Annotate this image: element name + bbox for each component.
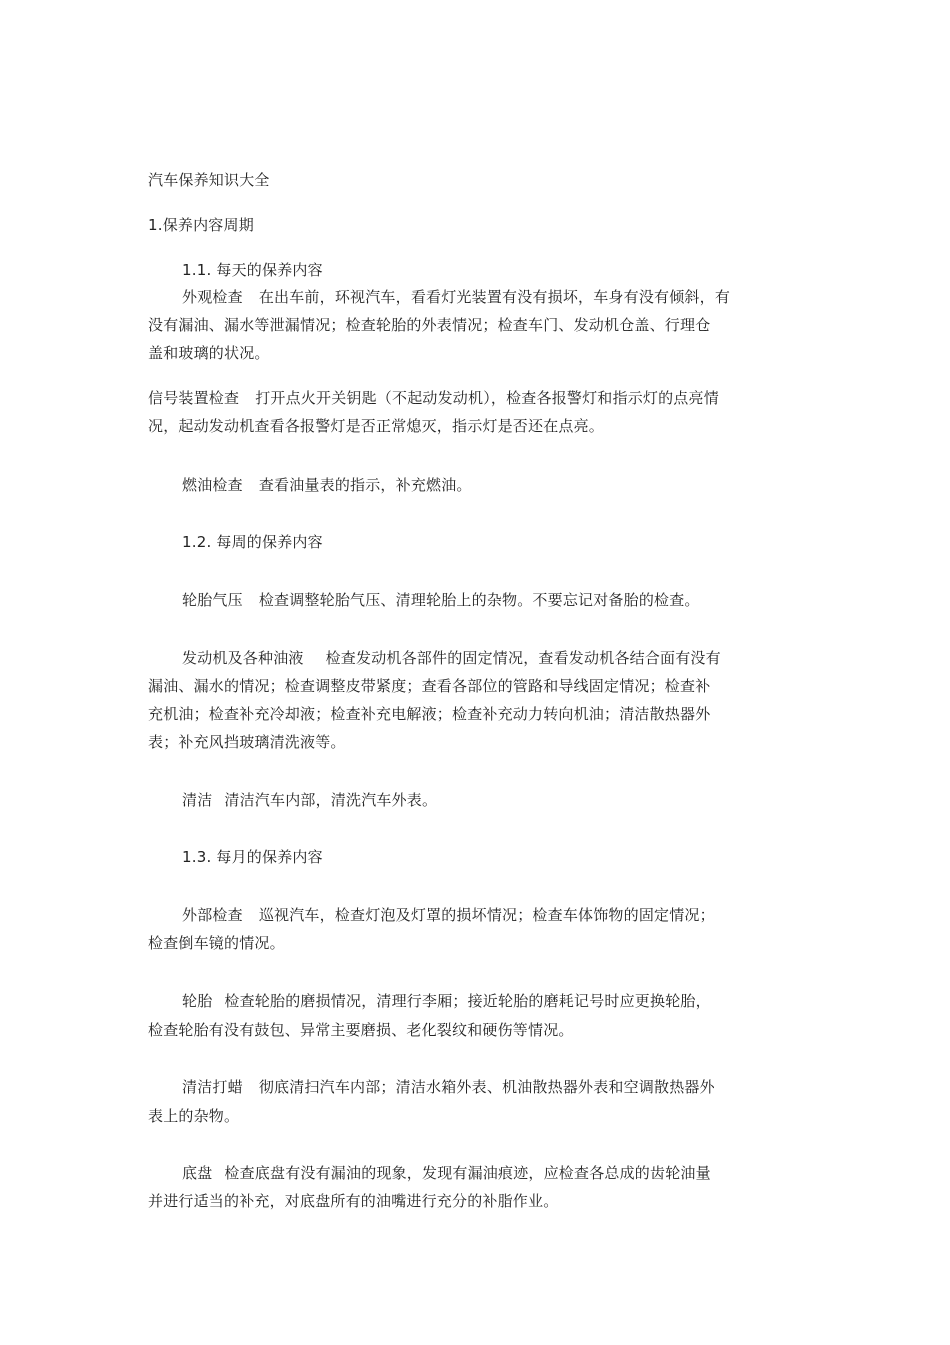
paragraph-tire-line2: 检查轮胎有没有鼓包、异常主要磨损、老化裂纹和硬伤等情况。 bbox=[148, 1021, 574, 1039]
item-label: 外观检查 bbox=[182, 288, 243, 306]
paragraph-exterior-check-line2: 检查倒车镜的情况。 bbox=[148, 934, 285, 952]
paragraph-engine-line2: 漏油、漏水的情况；检查调整皮带紧度；查看各部位的管路和导线固定情况；检查补 bbox=[148, 677, 711, 695]
subsection-heading-monthly: 1.3. 每月的保养内容 bbox=[182, 848, 323, 866]
paragraph-signal-line2: 况，起动发动机查看各报警灯是否正常熄灭，指示灯是否还在点亮。 bbox=[148, 417, 605, 435]
subsection-heading-daily: 1.1. 每天的保养内容 bbox=[182, 261, 323, 279]
paragraph-waxing-line1 bbox=[182, 1073, 715, 1101]
paragraph-engine-line4: 表；补充风挡玻璃清洗液等。 bbox=[148, 733, 346, 751]
paragraph-chassis-line1 bbox=[182, 1159, 711, 1187]
paragraph-fuel bbox=[182, 471, 472, 499]
paragraph-signal-line1 bbox=[148, 384, 719, 412]
item-text: 在出车前，环视汽车，看看灯光装置有没有损坏，车身有没有倾斜，有 bbox=[258, 288, 731, 306]
paragraph-engine-line1 bbox=[182, 644, 721, 672]
item-label: 燃油检查 bbox=[182, 476, 243, 494]
paragraph-exterior-line2: 没有漏油、漏水等泄漏情况；检查轮胎的外表情况；检查车门、发动机仓盖、行理仓 bbox=[148, 316, 711, 334]
paragraph-chassis-line2: 并进行适当的补充，对底盘所有的油嘴进行充分的补脂作业。 bbox=[148, 1192, 559, 1210]
item-label: 清洁 bbox=[182, 791, 213, 809]
item-label: 轮胎气压 bbox=[182, 591, 243, 609]
item-text: 查看油量表的指示，补充燃油。 bbox=[258, 476, 472, 494]
paragraph-exterior-check-line1 bbox=[182, 901, 715, 929]
item-label: 轮胎 bbox=[182, 992, 213, 1010]
item-text: 巡视汽车，检查灯泡及灯罩的损坏情况；检查车体饰物的固定情况； bbox=[258, 906, 715, 924]
item-label: 清洁打蜡 bbox=[182, 1078, 243, 1096]
section-heading: 1.保养内容周期 bbox=[148, 216, 254, 234]
paragraph-waxing-line2: 表上的杂物。 bbox=[148, 1107, 240, 1125]
item-label: 发动机及各种油液 bbox=[182, 649, 304, 667]
document-title: 汽车保养知识大全 bbox=[148, 171, 270, 189]
item-label: 外部检查 bbox=[182, 906, 243, 924]
paragraph-tire-pressure bbox=[182, 586, 700, 614]
item-text: 检查轮胎的磨损情况，清理行李厢；接近轮胎的磨耗记号时应更换轮胎， bbox=[224, 992, 711, 1010]
item-text: 打开点火开关钥匙（不起动发动机），检查各报警灯和指示灯的点亮情 bbox=[255, 389, 719, 407]
item-text: 检查调整轮胎气压、清理轮胎上的杂物。不要忘记对备胎的检查。 bbox=[258, 591, 700, 609]
subsection-heading-weekly: 1.2. 每周的保养内容 bbox=[182, 533, 323, 551]
paragraph-engine-line3: 充机油；检查补充冷却液；检查补充电解液；检查补充动力转向机油；清洁散热器外 bbox=[148, 705, 711, 723]
item-text: 检查底盘有没有漏油的现象，发现有漏油痕迹，应检查各总成的齿轮油量 bbox=[224, 1164, 711, 1182]
item-text: 检查发动机各部件的固定情况，查看发动机各结合面有没有 bbox=[325, 649, 721, 667]
item-text: 彻底清扫汽车内部；清洁水箱外表、机油散热器外表和空调散热器外 bbox=[258, 1078, 715, 1096]
paragraph-exterior-line1 bbox=[182, 283, 730, 311]
item-label: 信号装置检查 bbox=[148, 389, 240, 407]
paragraph-clean bbox=[182, 786, 437, 814]
paragraph-exterior-line3: 盖和玻璃的状况。 bbox=[148, 344, 270, 362]
paragraph-tire-line1 bbox=[182, 987, 711, 1015]
item-label: 底盘 bbox=[182, 1164, 213, 1182]
item-text: 清洁汽车内部，清洗汽车外表。 bbox=[224, 791, 438, 809]
